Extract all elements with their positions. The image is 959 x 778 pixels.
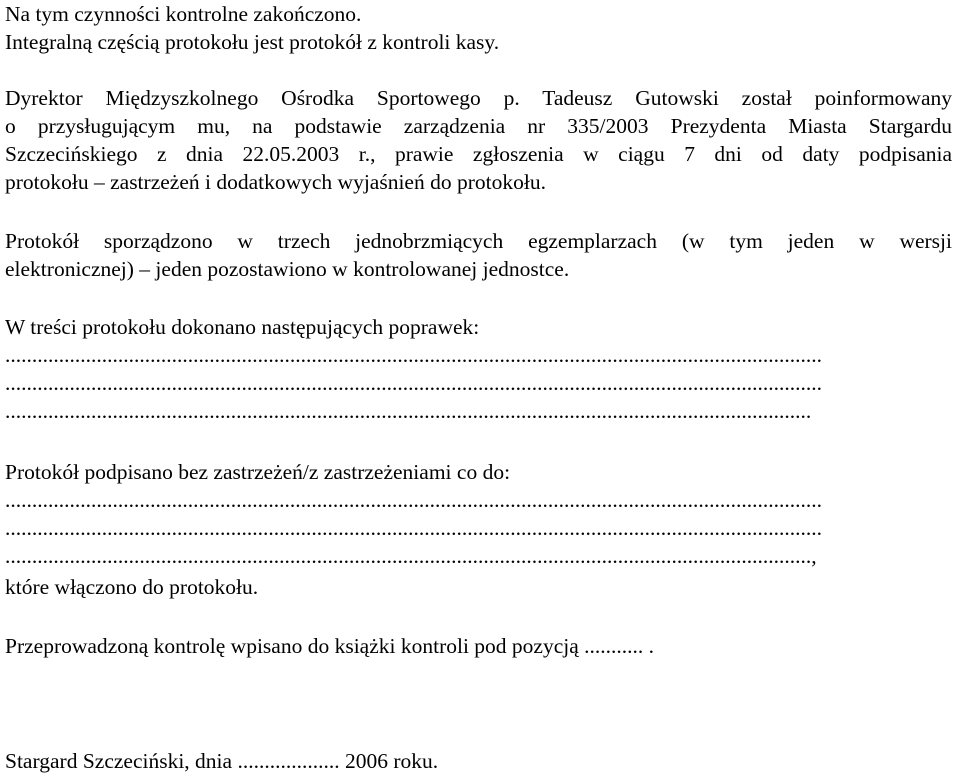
text-line: elektronicznej) – jeden pozostawiono w kontrolowanej jednostce. (5, 257, 570, 281)
text-line: Protokół sporządzono w trzech jednobrzmiących egzemplarzach (w tym jeden w wersji (5, 229, 952, 253)
text-line: Na tym czynności kontrolne zakończono. (5, 2, 362, 26)
dotted-line: ........................................................................................................................................................ (5, 371, 822, 395)
control-book-line: Przeprowadzoną kontrolę wpisano do książki kontroli pod pozycją ........... . (5, 634, 655, 658)
text-line: Integralną częścią protokołu jest protokół z kontroli kasy. (5, 30, 500, 54)
text-line: które włączono do protokołu. (5, 575, 259, 599)
place-date-line: Stargard Szczeciński, dnia ................... 2006 roku. (5, 749, 439, 773)
text-line: o przysługującym mu, na podstawie zarządzenia nr 335/2003 Prezydenta Miasta Stargardu (5, 114, 952, 138)
dotted-line: ........................................................................................................................................................ (5, 516, 822, 540)
dotted-line: ......................................................................................................................................................, (5, 544, 817, 568)
dotted-line: ...................................................................................................................................................... (5, 399, 812, 423)
signing-heading: Protokół podpisano bez zastrzeżeń/z zastrzeżeniami co do: (5, 460, 511, 484)
dotted-line: ........................................................................................................................................................ (5, 343, 822, 367)
text-line: Szczecińskiego z dnia 22.05.2003 r., prawie zgłoszenia w ciągu 7 dni od daty podpisania (5, 142, 952, 166)
dotted-line: ........................................................................................................................................................ (5, 488, 822, 512)
corrections-heading: W treści protokołu dokonano następujących poprawek: (5, 315, 480, 339)
text-line: protokołu – zastrzeżeń i dodatkowych wyjaśnień do protokołu. (5, 170, 546, 194)
text-line: Dyrektor Międzyszkolnego Ośrodka Sportowego p. Tadeusz Gutowski został poinformowany (5, 86, 952, 110)
